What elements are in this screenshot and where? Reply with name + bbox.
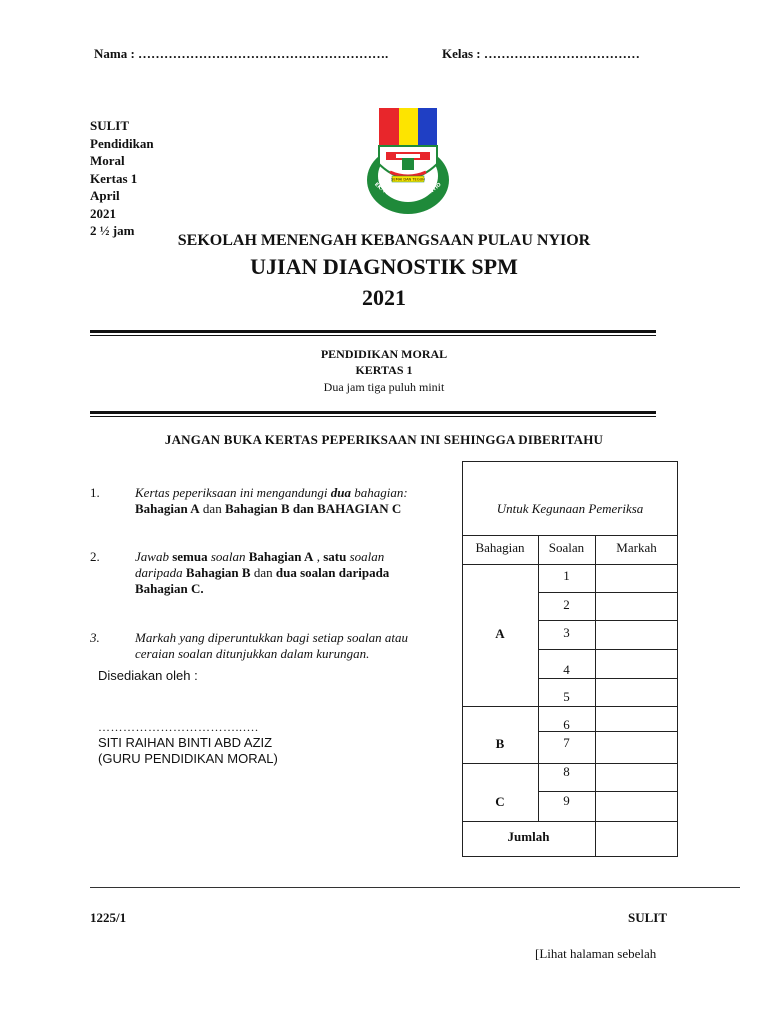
crest-blue-bar bbox=[418, 108, 437, 146]
prepared-by-label: Disediakan oleh : bbox=[98, 668, 198, 683]
table-row-line bbox=[538, 620, 678, 621]
table-row-line bbox=[538, 649, 678, 650]
school-crest-logo bbox=[364, 106, 452, 216]
instruction-run: Bahagian A bbox=[248, 549, 314, 564]
total-label: Jumlah bbox=[507, 829, 550, 844]
question-number: 4 bbox=[563, 662, 570, 677]
school-name: SEKOLAH MENENGAH KEBANGSAAN PULAU NYIOR bbox=[177, 232, 591, 249]
meta-paper: Kertas 1 bbox=[90, 170, 138, 186]
header-markah: Markah bbox=[616, 540, 657, 555]
question-number: 7 bbox=[563, 735, 570, 750]
instruction-run: dan bbox=[250, 565, 276, 580]
exam-title: UJIAN DIAGNOSTIK SPM bbox=[250, 254, 518, 279]
instruction-run: , bbox=[313, 549, 324, 564]
divider-mid-thin bbox=[90, 416, 656, 417]
instruction-run: Bahagian B bbox=[185, 565, 251, 580]
instruction-run: semua bbox=[172, 549, 208, 564]
instruction-run: Kertas peperiksaan ini mengandungi bbox=[135, 485, 331, 500]
crest-motto-text: SEMAI DAN TEGUH bbox=[391, 177, 425, 182]
instruction-number: 1. bbox=[90, 485, 100, 500]
name-field-label: Nama : …………………………………………………. bbox=[94, 46, 389, 61]
section-b-label: B bbox=[495, 736, 505, 751]
meta-month: April bbox=[90, 188, 120, 203]
paper-code: 1225/1 bbox=[90, 910, 127, 925]
divider-mid-thick bbox=[90, 411, 656, 414]
instruction-run: Markah yang diperuntukkan bagi setiap soalan atau ceraian soalan ditunjukkan dalam kurungan. bbox=[135, 630, 408, 661]
section-c-label: C bbox=[495, 794, 505, 809]
subject-name: PENDIDIKAN MORAL bbox=[320, 347, 448, 361]
header-bahagian: Bahagian bbox=[475, 540, 525, 555]
instruction-run: satu bbox=[323, 549, 347, 564]
question-number: 5 bbox=[563, 689, 570, 704]
divider-top-thick bbox=[90, 330, 656, 333]
meta-subject-line2: Moral bbox=[90, 153, 125, 168]
signature-line: ……………………………..…. bbox=[98, 720, 259, 734]
meta-year: 2021 bbox=[90, 205, 116, 221]
instruction-text-1 bbox=[135, 485, 435, 517]
table-row-line bbox=[538, 678, 678, 679]
table-border bbox=[462, 856, 678, 857]
table-rule bbox=[462, 535, 678, 536]
table-border bbox=[677, 461, 678, 857]
instruction-run: dua bbox=[330, 485, 351, 500]
table-col-line bbox=[595, 535, 596, 857]
instruction-text-3 bbox=[135, 630, 435, 662]
instruction-run: Jawab bbox=[135, 549, 173, 564]
instruction-run: soalan daripada bbox=[135, 549, 385, 580]
table-border bbox=[462, 461, 678, 462]
teacher-role: (GURU PENDIDIKAN MORAL) bbox=[98, 751, 278, 766]
table-row-line bbox=[538, 791, 678, 792]
meta-sulit: SULIT bbox=[90, 118, 130, 133]
class-field-label: Kelas : ……………………………… bbox=[442, 46, 640, 61]
paper-meta-block bbox=[90, 117, 154, 240]
instruction-number: 2. bbox=[90, 549, 100, 564]
table-row-line bbox=[462, 706, 678, 707]
exam-year: 2021 bbox=[362, 285, 406, 310]
instruction-text-2 bbox=[135, 549, 435, 597]
question-number: 8 bbox=[563, 764, 570, 779]
paper-duration: Dua jam tiga puluh minit bbox=[323, 380, 445, 394]
instruction-run: dua soalan daripada Bahagian C. bbox=[135, 565, 390, 596]
question-number: 3 bbox=[563, 625, 570, 640]
examiner-marking-table bbox=[462, 461, 678, 857]
instruction-number: 3. bbox=[90, 630, 100, 645]
next-page-note: [Lihat halaman sebelah bbox=[535, 946, 657, 961]
crest-red-bar bbox=[379, 108, 399, 146]
instruction-run: bahagian: bbox=[350, 485, 408, 500]
crest-book bbox=[402, 158, 414, 170]
question-number: 9 bbox=[563, 793, 570, 808]
header-soalan: Soalan bbox=[548, 540, 585, 555]
meta-subject-line1: Pendidikan bbox=[90, 135, 154, 151]
question-number: 1 bbox=[563, 568, 570, 583]
question-number: 6 bbox=[563, 717, 570, 732]
table-rule bbox=[462, 564, 678, 565]
table-row-line bbox=[462, 821, 678, 822]
divider-top-thin bbox=[90, 335, 656, 336]
table-row-line bbox=[538, 592, 678, 593]
do-not-open-warning: JANGAN BUKA KERTAS PEPERIKSAAN INI SEHINGGA DIBERITAHU bbox=[164, 432, 604, 447]
teacher-name: SITI RAIHAN BINTI ABD AZIZ bbox=[98, 735, 273, 750]
footer-sulit: SULIT bbox=[628, 910, 668, 925]
crest-yellow-bar bbox=[399, 108, 418, 146]
instruction-run: dan bbox=[199, 501, 225, 516]
footer-divider bbox=[90, 887, 740, 888]
section-a-label: A bbox=[495, 626, 505, 641]
instruction-run: Bahagian B dan BAHAGIAN C bbox=[224, 501, 402, 516]
crest-banner-inner bbox=[396, 154, 420, 158]
examiner-use-label: Untuk Kegunaan Pemeriksa bbox=[496, 501, 644, 516]
crest-ring-text-path: EK. MEN. KEB. PULAU NYIO bbox=[373, 181, 443, 204]
instruction-run: soalan bbox=[207, 549, 249, 564]
meta-duration: 2 ½ jam bbox=[90, 223, 135, 238]
school-crest-icon bbox=[364, 106, 452, 216]
paper-number: KERTAS 1 bbox=[355, 363, 413, 377]
instruction-run: Bahagian A bbox=[135, 501, 200, 516]
question-number: 2 bbox=[563, 597, 570, 612]
